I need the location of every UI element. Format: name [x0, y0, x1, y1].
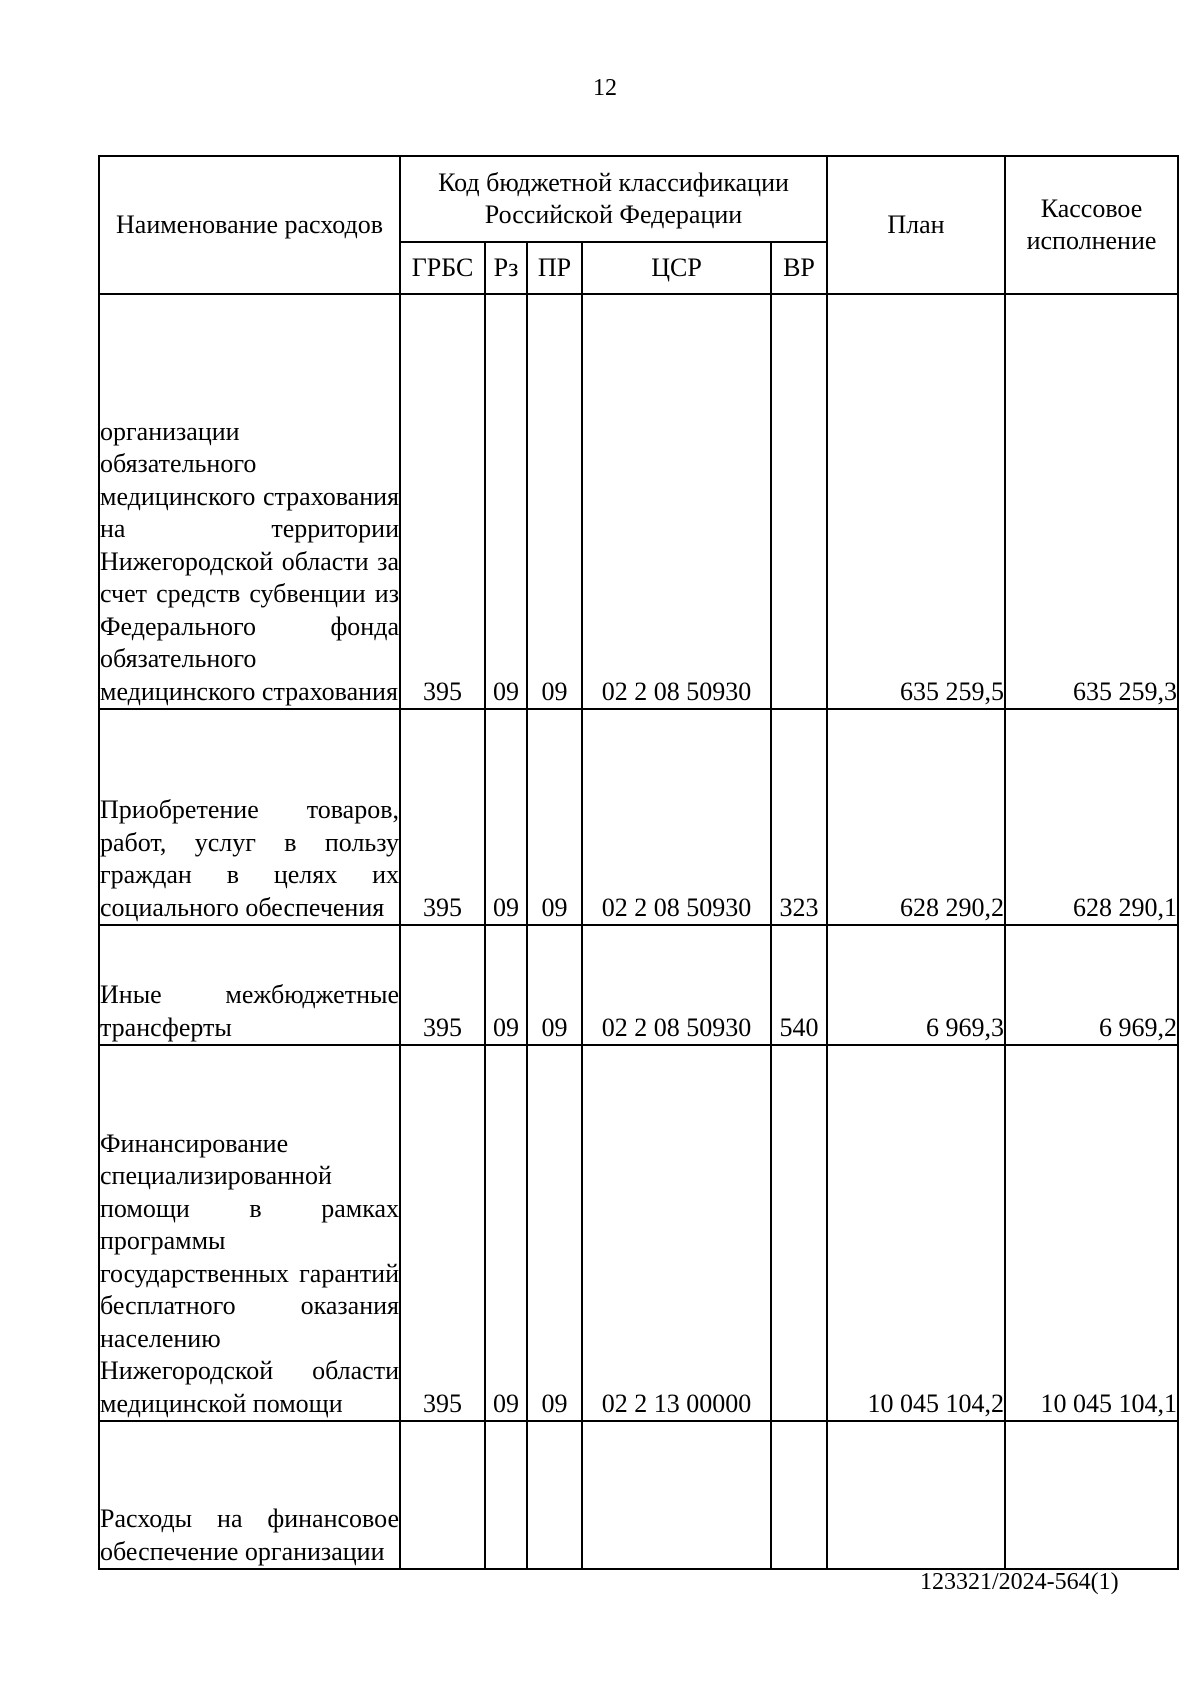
row-name: Иные межбюджетные трансферты — [99, 925, 400, 1045]
row-vr: 323 — [771, 709, 827, 925]
table-row — [99, 709, 1178, 925]
row-pr: 09 — [527, 925, 582, 1045]
row-vr: 540 — [771, 925, 827, 1045]
table-row — [99, 925, 1178, 1045]
row-rz — [485, 1421, 527, 1569]
row-plan: 628 290,2 — [827, 709, 1005, 925]
row-execution: 635 259,3 — [1005, 294, 1178, 709]
header-code-group: Код бюджетной классификации Российской Федерации — [400, 156, 827, 242]
row-execution: 628 290,1 — [1005, 709, 1178, 925]
header-rz: Рз — [485, 242, 527, 294]
row-execution: 10 045 104,1 — [1005, 1045, 1178, 1421]
row-grbs: 395 — [400, 709, 485, 925]
header-execution: Кассовое исполнение — [1005, 156, 1178, 294]
row-csr: 02 2 08 50930 — [582, 709, 771, 925]
header-name: Наименование расходов — [99, 156, 400, 294]
row-plan: 635 259,5 — [827, 294, 1005, 709]
row-pr: 09 — [527, 709, 582, 925]
row-name: Расходы на финансовое обеспечение организации — [99, 1421, 400, 1569]
row-grbs — [400, 1421, 485, 1569]
row-name: Финансирование специализированной помощи в рамках программы государственных гарантий бесплатного оказания населению Нижегородской области медицинской помощи — [99, 1045, 400, 1421]
row-execution: 6 969,2 — [1005, 925, 1178, 1045]
row-csr: 02 2 08 50930 — [582, 925, 771, 1045]
row-csr — [582, 1421, 771, 1569]
row-grbs: 395 — [400, 1045, 485, 1421]
document-registration-code: 123321/2024-564(1) — [920, 1569, 1119, 1595]
row-pr: 09 — [527, 1045, 582, 1421]
row-rz: 09 — [485, 1045, 527, 1421]
header-plan: План — [827, 156, 1005, 294]
row-plan: 6 969,3 — [827, 925, 1005, 1045]
row-name: Приобретение товаров, работ, услуг в пользу граждан в целях их социального обеспечения — [99, 709, 400, 925]
header-csr: ЦСР — [582, 242, 771, 294]
row-pr — [527, 1421, 582, 1569]
row-name: организации обязательного медицинского страхования на территории Нижегородской области за счет средств субвенции из Федерального фонда обязательного медицинского страхования — [99, 294, 400, 709]
row-execution — [1005, 1421, 1178, 1569]
table-row — [99, 1045, 1178, 1421]
row-vr — [771, 1045, 827, 1421]
row-rz: 09 — [485, 925, 527, 1045]
table-row — [99, 1421, 1178, 1569]
row-rz: 09 — [485, 709, 527, 925]
row-vr — [771, 294, 827, 709]
row-rz: 09 — [485, 294, 527, 709]
row-grbs: 395 — [400, 294, 485, 709]
row-plan: 10 045 104,2 — [827, 1045, 1005, 1421]
table-row — [99, 294, 1178, 709]
header-grbs: ГРБС — [400, 242, 485, 294]
header-vr: ВР — [771, 242, 827, 294]
row-grbs: 395 — [400, 925, 485, 1045]
row-plan — [827, 1421, 1005, 1569]
row-pr: 09 — [527, 294, 582, 709]
row-csr: 02 2 13 00000 — [582, 1045, 771, 1421]
page-number: 12 — [593, 75, 617, 101]
row-vr — [771, 1421, 827, 1569]
budget-expenditure-table — [98, 155, 1179, 1570]
header-pr: ПР — [527, 242, 582, 294]
row-csr: 02 2 08 50930 — [582, 294, 771, 709]
